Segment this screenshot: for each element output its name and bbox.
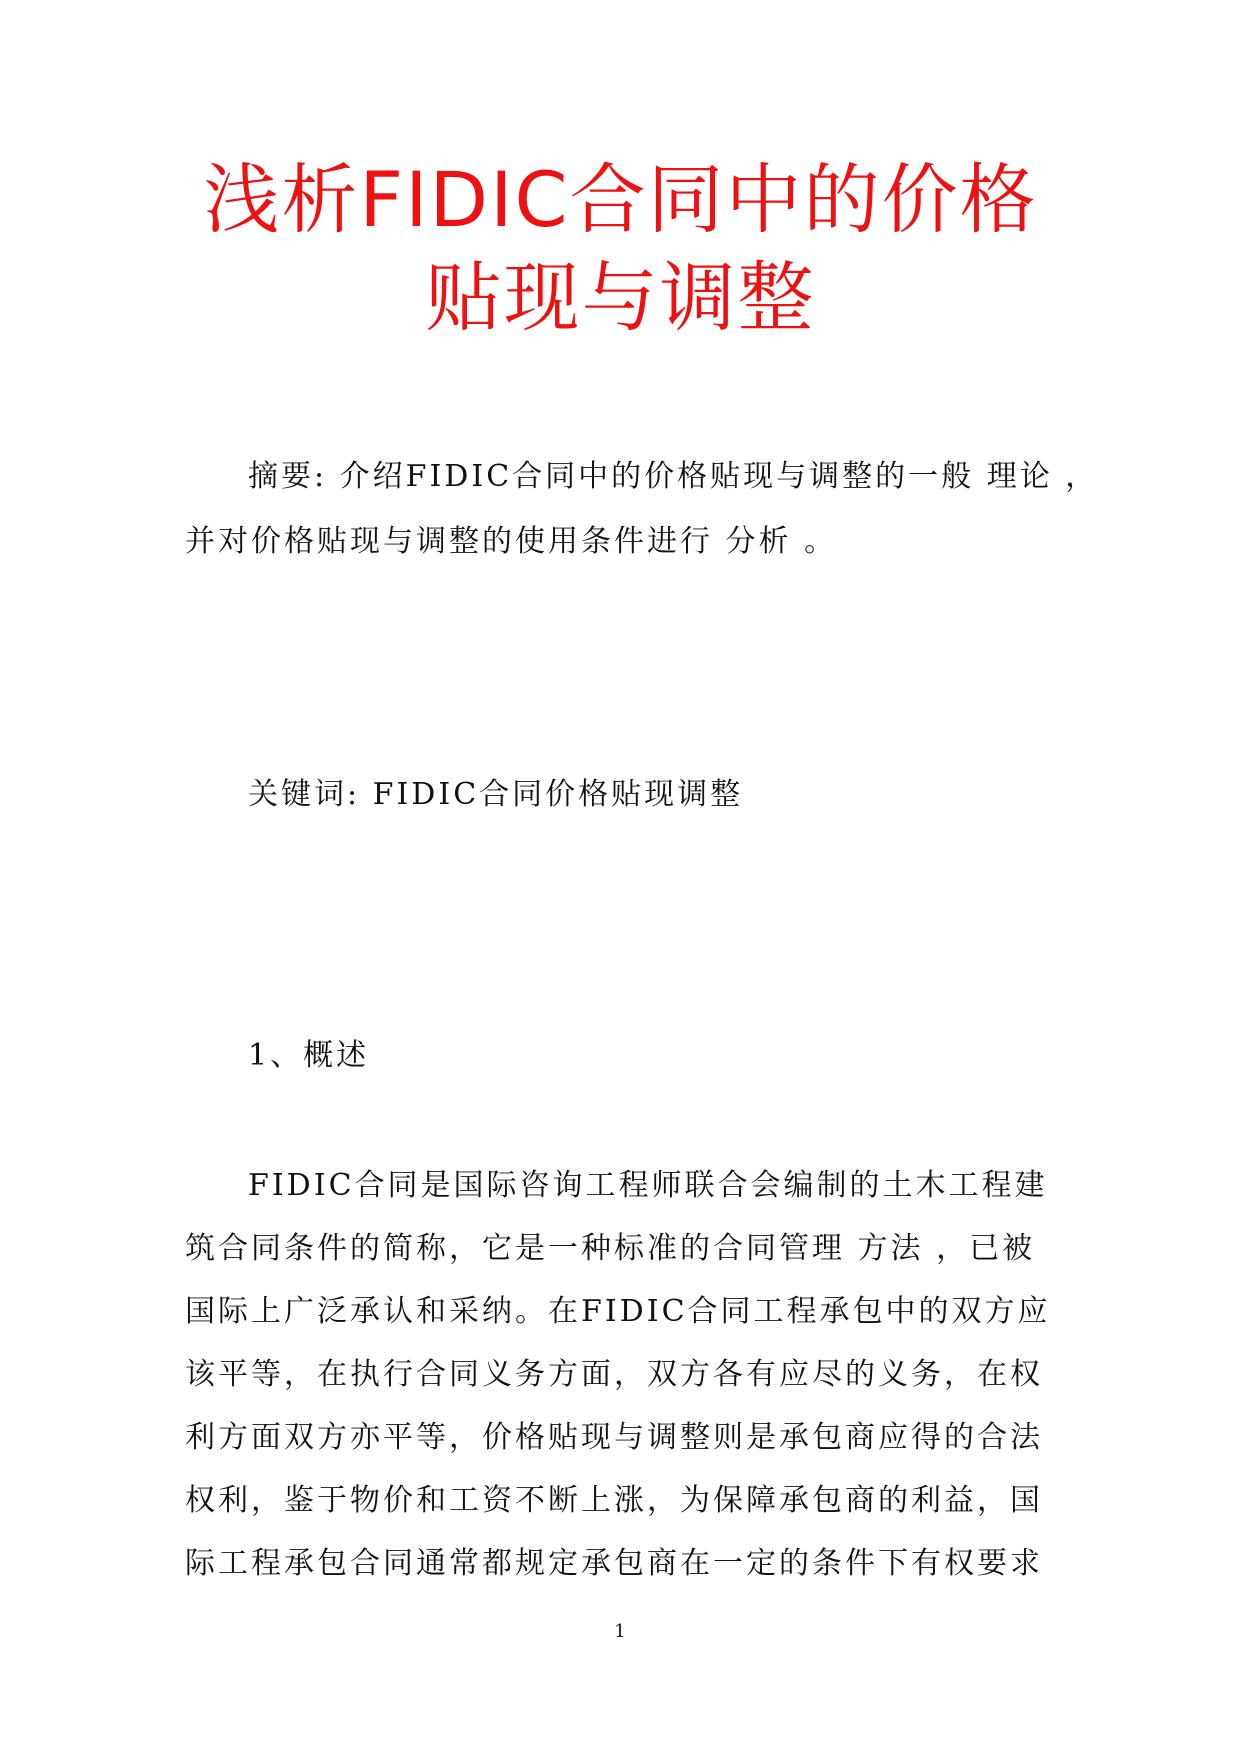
abstract-line-1: 摘要: 介绍FIDIC合同中的价格贴现与调整的一般 理论 ， — [248, 459, 1099, 494]
page-number: 1 — [614, 1621, 626, 1642]
body-line-7: 际工程承包合同通常都规定承包商在一定的条件下有权要求 — [185, 1546, 1043, 1581]
body-line-5: 利方面双方亦平等，价格贴现与调整则是承包商应得的合法 — [185, 1420, 1043, 1455]
body-line-3: 国际上广泛承认和采纳。在FIDIC合同工程承包中的双方应 — [185, 1294, 1051, 1329]
body-line-4: 该平等，在执行合同义务方面，双方各有应尽的义务，在权 — [185, 1357, 1043, 1392]
keywords-line: 关键词: FIDIC合同价格贴现调整 — [248, 777, 744, 812]
body-line-2: 筑合同条件的简称，它是一种标准的合同管理 方法 ，已被 — [185, 1231, 1036, 1266]
body-line-1: FIDIC合同是国际咨询工程师联合会编制的土木工程建 — [248, 1168, 1048, 1203]
document-title-line-1: 浅析FIDIC合同中的价格 — [203, 155, 1038, 244]
section-heading: 1、概述 — [248, 1038, 370, 1073]
abstract-line-2: 并对价格贴现与调整的使用条件进行 分析 。 — [185, 524, 838, 559]
body-line-6: 权利，鉴于物价和工资不断上涨，为保障承包商的利益，国 — [185, 1483, 1043, 1518]
document-title-line-2: 贴现与调整 — [425, 253, 816, 342]
